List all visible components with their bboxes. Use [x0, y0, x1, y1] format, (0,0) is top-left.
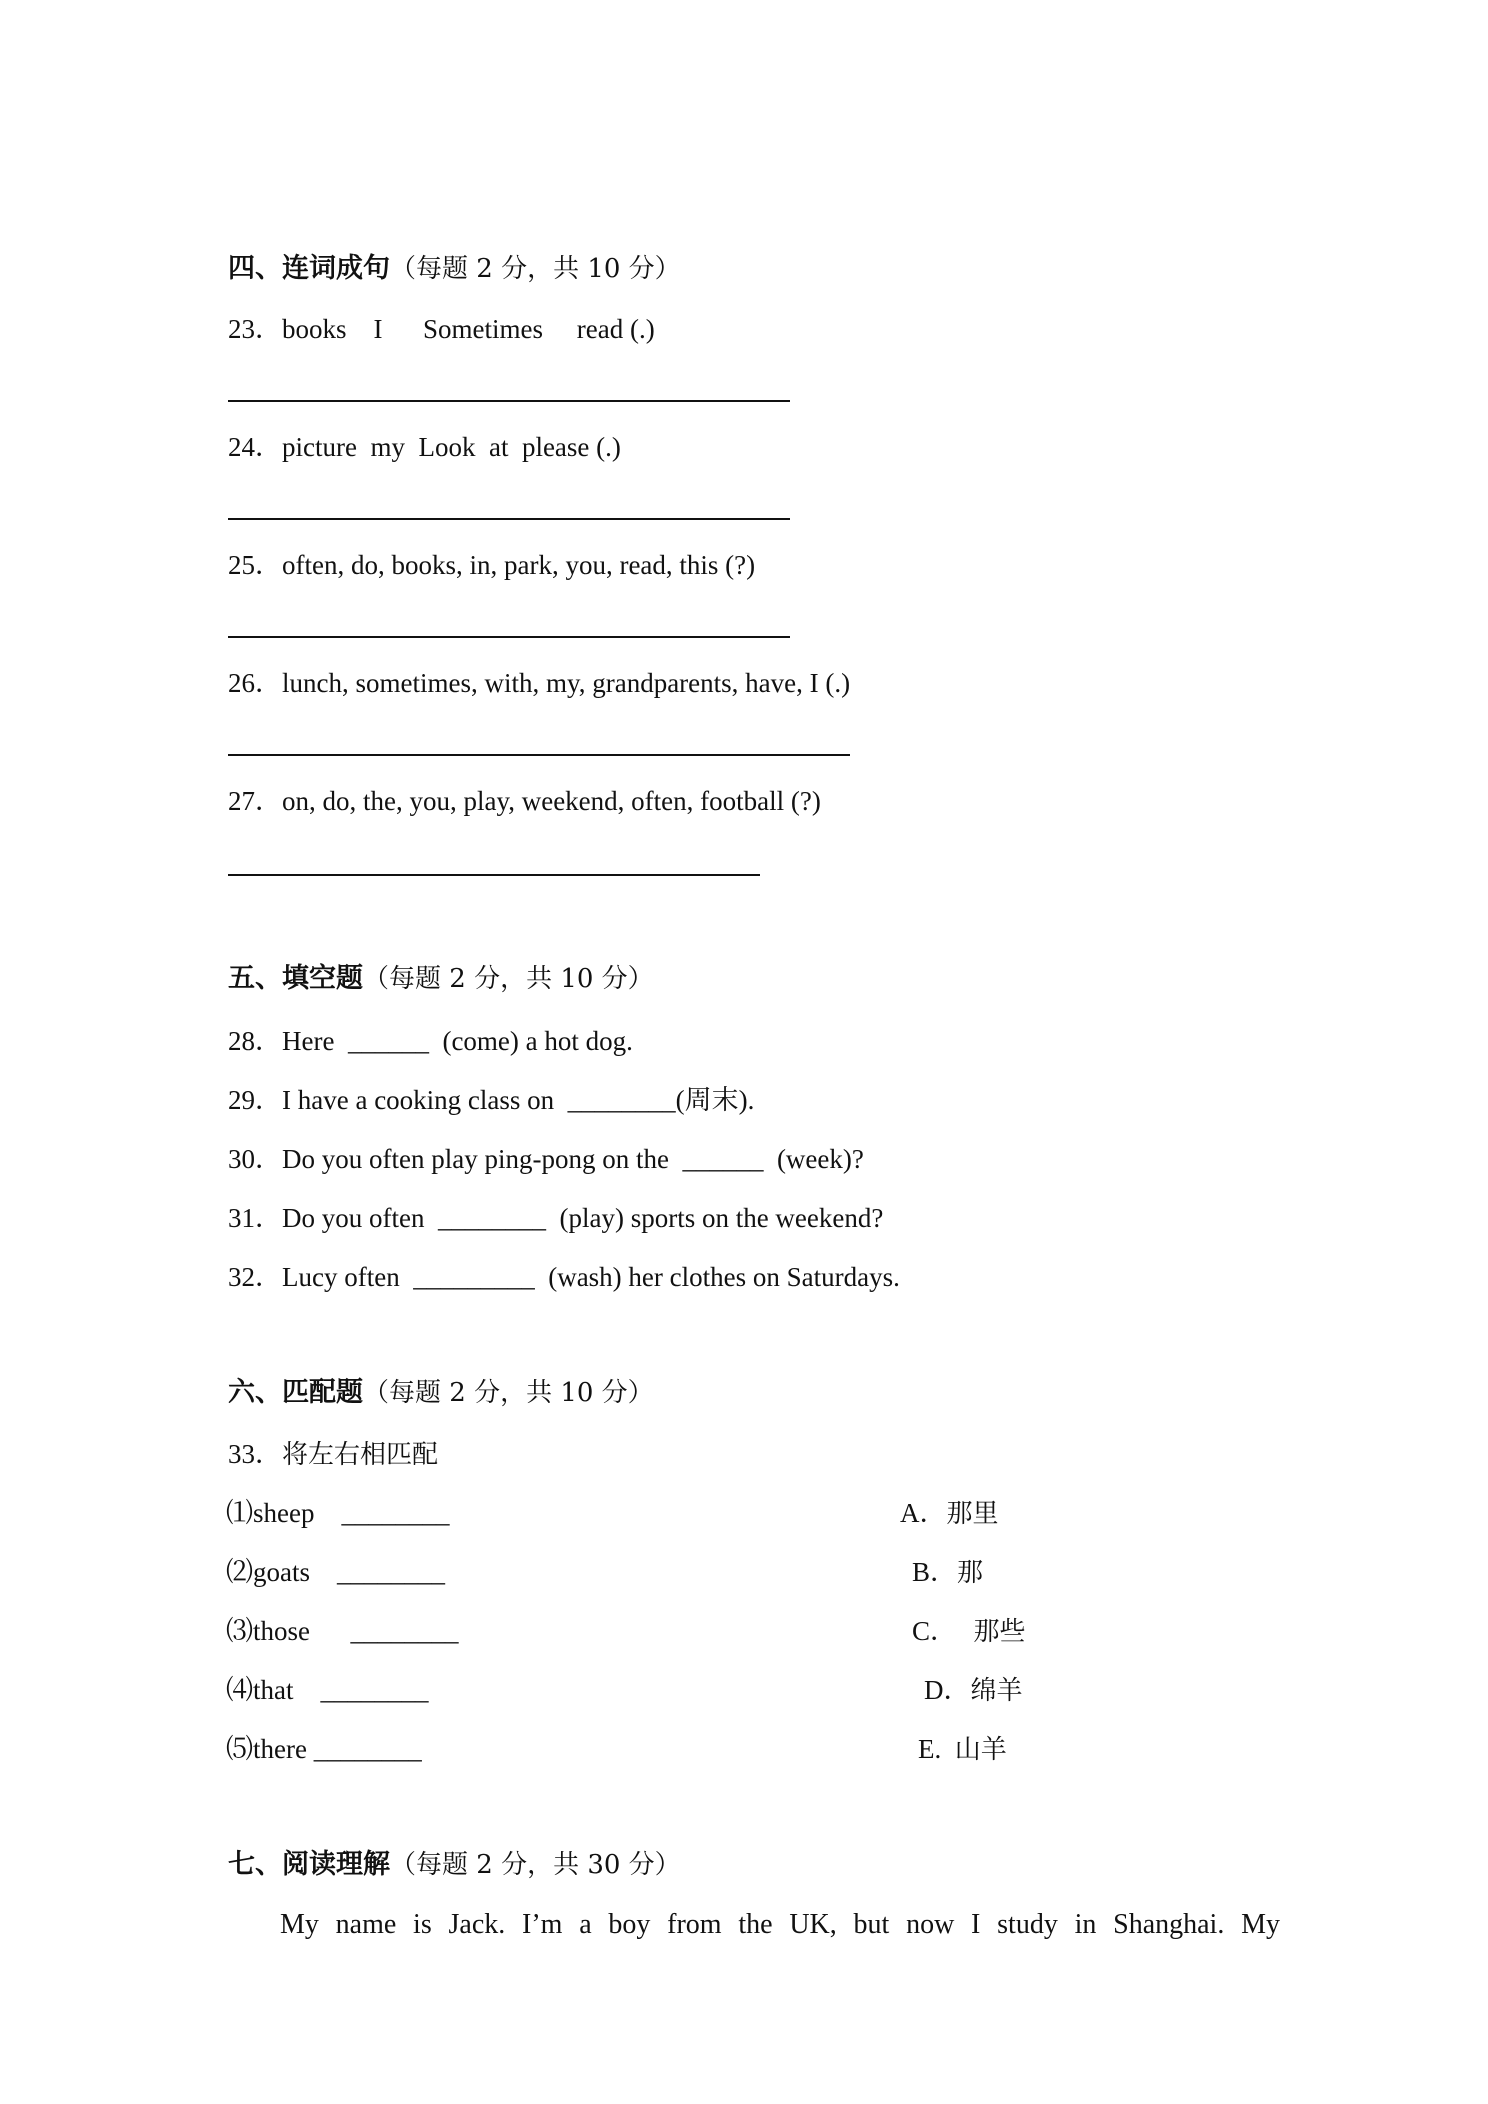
question-text: Do you often ________ (play) sports on the weekend?: [282, 1203, 884, 1233]
option-letter: A．: [900, 1498, 947, 1528]
question-text: Do you often play ping-pong on the ______ (week)?: [282, 1144, 864, 1174]
question-25: [228, 548, 755, 582]
match-right-item: [900, 1496, 999, 1531]
answer-line-23[interactable]: [228, 400, 790, 402]
option-letter: C．: [912, 1616, 958, 1646]
option-text: 山羊: [954, 1735, 1007, 1765]
match-left-item: [226, 1614, 459, 1648]
question-text: picture my Look at please (.): [282, 432, 621, 462]
option-letter: E.: [918, 1734, 955, 1764]
item-mark: ⑸: [226, 1734, 253, 1764]
answer-line-25[interactable]: [228, 636, 790, 638]
match-left-item: [226, 1555, 445, 1589]
item-text: there ________: [253, 1734, 422, 1764]
section-5-title: 五、填空题: [228, 963, 363, 994]
question-number: 27．: [228, 786, 282, 816]
question-number: 24．: [228, 432, 282, 462]
match-left-item: [226, 1496, 449, 1530]
section-4-note: （每题 2 分，共 10 分）: [390, 254, 681, 284]
option-text: 绵羊: [970, 1676, 1023, 1706]
item-text: sheep ________: [253, 1498, 450, 1528]
section-7-heading: [228, 1846, 681, 1883]
answer-line-26[interactable]: [228, 754, 850, 756]
answer-line-27[interactable]: [228, 874, 760, 876]
question-number: 29．: [228, 1085, 282, 1115]
section-7-title: 七、阅读理解: [228, 1849, 390, 1880]
reading-passage: My name is Jack. I’m a boy from the UK, but now I study in Shanghai. My: [280, 1909, 1280, 1940]
option-text: 那: [957, 1558, 984, 1588]
item-mark: ⑶: [226, 1616, 253, 1646]
item-text: goats ________: [253, 1557, 445, 1587]
question-text: lunch, sometimes, with, my, grandparents, have, I (.): [282, 668, 851, 698]
option-text: 那些: [957, 1617, 1026, 1647]
question-number: 23．: [228, 314, 282, 344]
question-number: 33．: [228, 1439, 282, 1469]
section-5-heading: [228, 960, 654, 997]
question-text: on, do, the, you, play, weekend, often, football (?): [282, 786, 821, 816]
question-text: Lucy often _________ (wash) her clothes on Saturdays.: [282, 1262, 900, 1292]
question-text: 将左右相匹配: [282, 1440, 439, 1470]
section-6-heading: [228, 1374, 654, 1411]
question-text: I have a cooking class on ________(周末).: [282, 1085, 755, 1115]
answer-line-24[interactable]: [228, 518, 790, 520]
item-text: those ________: [253, 1616, 459, 1646]
question-text: often, do, books, in, park, you, read, this (?): [282, 550, 756, 580]
question-32: [228, 1260, 900, 1294]
section-4-title: 四、连词成句: [228, 253, 390, 284]
question-number: 31．: [228, 1203, 282, 1233]
question-24: [228, 430, 621, 464]
section-4-heading: [228, 250, 681, 287]
question-number: 30．: [228, 1144, 282, 1174]
question-27: [228, 784, 821, 818]
option-text: 那里: [946, 1499, 999, 1529]
match-left-item: [226, 1673, 429, 1707]
question-26: [228, 666, 850, 700]
match-right-item: [912, 1555, 983, 1590]
question-number: 28．: [228, 1026, 282, 1056]
question-text: books I Sometimes read (.): [282, 314, 655, 344]
match-right-item: [924, 1673, 1023, 1708]
option-letter: B．: [912, 1557, 958, 1587]
section-6-note: （每题 2 分，共 10 分）: [363, 1378, 654, 1408]
item-mark: ⑴: [226, 1498, 253, 1528]
item-mark: ⑷: [226, 1675, 253, 1705]
question-28: [228, 1024, 633, 1058]
match-right-item: [918, 1732, 1007, 1767]
section-7-note: （每题 2 分，共 30 分）: [390, 1850, 681, 1880]
question-33: [228, 1437, 438, 1472]
match-right-item: [912, 1614, 1026, 1649]
question-number: 26．: [228, 668, 282, 698]
question-29: [228, 1083, 754, 1117]
match-left-item: [226, 1732, 422, 1766]
question-30: [228, 1142, 864, 1176]
section-5-note: （每题 2 分，共 10 分）: [363, 964, 654, 994]
question-number: 25．: [228, 550, 282, 580]
section-6-title: 六、匹配题: [228, 1377, 363, 1408]
item-text: that ________: [253, 1675, 429, 1705]
question-31: [228, 1201, 883, 1235]
question-23: [228, 312, 655, 346]
item-mark: ⑵: [226, 1557, 253, 1587]
question-number: 32．: [228, 1262, 282, 1292]
option-letter: D．: [924, 1675, 971, 1705]
question-text: Here ______ (come) a hot dog.: [282, 1026, 633, 1056]
